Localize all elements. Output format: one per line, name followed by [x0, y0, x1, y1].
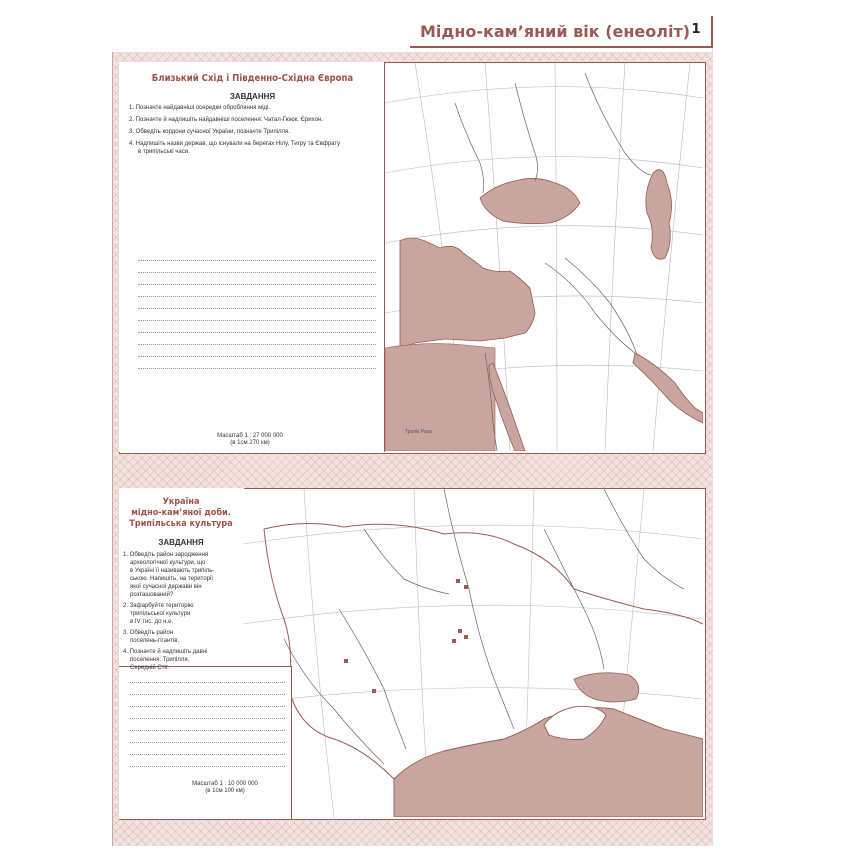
answer-line[interactable] [138, 260, 376, 261]
page-number: 1 [691, 22, 701, 37]
section2-task-1: 1. Обведіть район зародження [123, 552, 209, 558]
section2-title-line2: мідно-кам’яної доби. [131, 508, 231, 518]
section2-task-1-cont: археологічної культури, що [130, 560, 206, 566]
tropic-label: Тропік Рака [405, 429, 432, 435]
answer-line[interactable] [130, 682, 285, 683]
section2-task-4-cont: Середній Стіг. [130, 665, 169, 671]
section1-task-4: 4. Надпишіть назви держав, що існували на берегах Нілу, Тигру та Євфрату [129, 141, 341, 147]
scale-note: (в 1см 100 км) [205, 788, 245, 794]
scale-note: (в 1см 270 км) [230, 440, 270, 446]
answer-line[interactable] [130, 754, 285, 755]
section2-task-2-cont: в IV тис. до н.е. [130, 619, 174, 625]
scale-ratio: Масштаб 1 : 27 000 000 [217, 433, 283, 439]
page-title: Мідно-кам’яний вік (енеоліт) [420, 22, 691, 41]
answer-line[interactable] [138, 356, 376, 357]
section2-title-line1: Україна [162, 497, 200, 507]
scale-ratio: Масштаб 1 : 10 000 000 [192, 781, 258, 787]
section2-task-1-cont: в Україні її називають трипіль- [130, 568, 215, 574]
header-underline [410, 46, 712, 48]
section2-task-1-cont: ською. Напишіть, на території [130, 576, 213, 582]
section2-title-line3: Трипільська культура [129, 519, 233, 529]
section1-tasks-label: ЗАВДАННЯ [229, 92, 276, 101]
section2-tasks-label: ЗАВДАННЯ [158, 538, 204, 547]
section1-title: Близький Схід і Південно-Східна Європа [151, 73, 354, 84]
section2-title [119, 497, 243, 530]
answer-line[interactable] [138, 272, 376, 273]
answer-line[interactable] [138, 308, 376, 309]
section1-task-4-cont: в трипільські часи. [138, 149, 190, 155]
section2-task-1-cont: розташований? [130, 592, 174, 598]
answer-line[interactable] [138, 368, 376, 369]
answer-line[interactable] [138, 296, 376, 297]
section2-scale [170, 781, 280, 795]
answer-line[interactable] [138, 344, 376, 345]
answer-line[interactable] [130, 706, 285, 707]
answer-line[interactable] [130, 718, 285, 719]
section2-task-3: 3. Обведіть район [123, 630, 174, 636]
section1-scale [190, 433, 310, 447]
answer-line[interactable] [130, 742, 285, 743]
section2-task-1-cont: якої сучасної держави він [130, 584, 202, 590]
answer-line[interactable] [138, 320, 376, 321]
contour-map-near-east[interactable] [385, 63, 703, 451]
header-divider [711, 16, 713, 48]
section1-task-2: 2. Позначте й надпишіть найдавніші поселення: Чатал-Гююк, Єрихон. [129, 117, 323, 123]
section2-task-2-cont: трипільської культури [130, 611, 191, 617]
section1-task-1: 1. Позначте найдавніші осередки обробляння міді. [129, 105, 271, 111]
answer-line[interactable] [130, 766, 285, 767]
section1-task-3: 3. Обведіть кордони сучасної України, позначте Трипілля. [129, 129, 290, 135]
section2-task-4-cont: поселення: Трипілля, [130, 657, 190, 663]
section2-task-3-cont: поселень-гігантів. [130, 638, 180, 644]
answer-line[interactable] [130, 694, 285, 695]
section2-task-4: 4. Позначте й надпишіть давні [123, 649, 208, 655]
answer-line[interactable] [130, 730, 285, 731]
contour-map-ukraine[interactable] [244, 489, 703, 817]
answer-line[interactable] [138, 332, 376, 333]
section2-task-2: 2. Зафарбуйте територію [123, 603, 194, 609]
answer-line[interactable] [138, 284, 376, 285]
